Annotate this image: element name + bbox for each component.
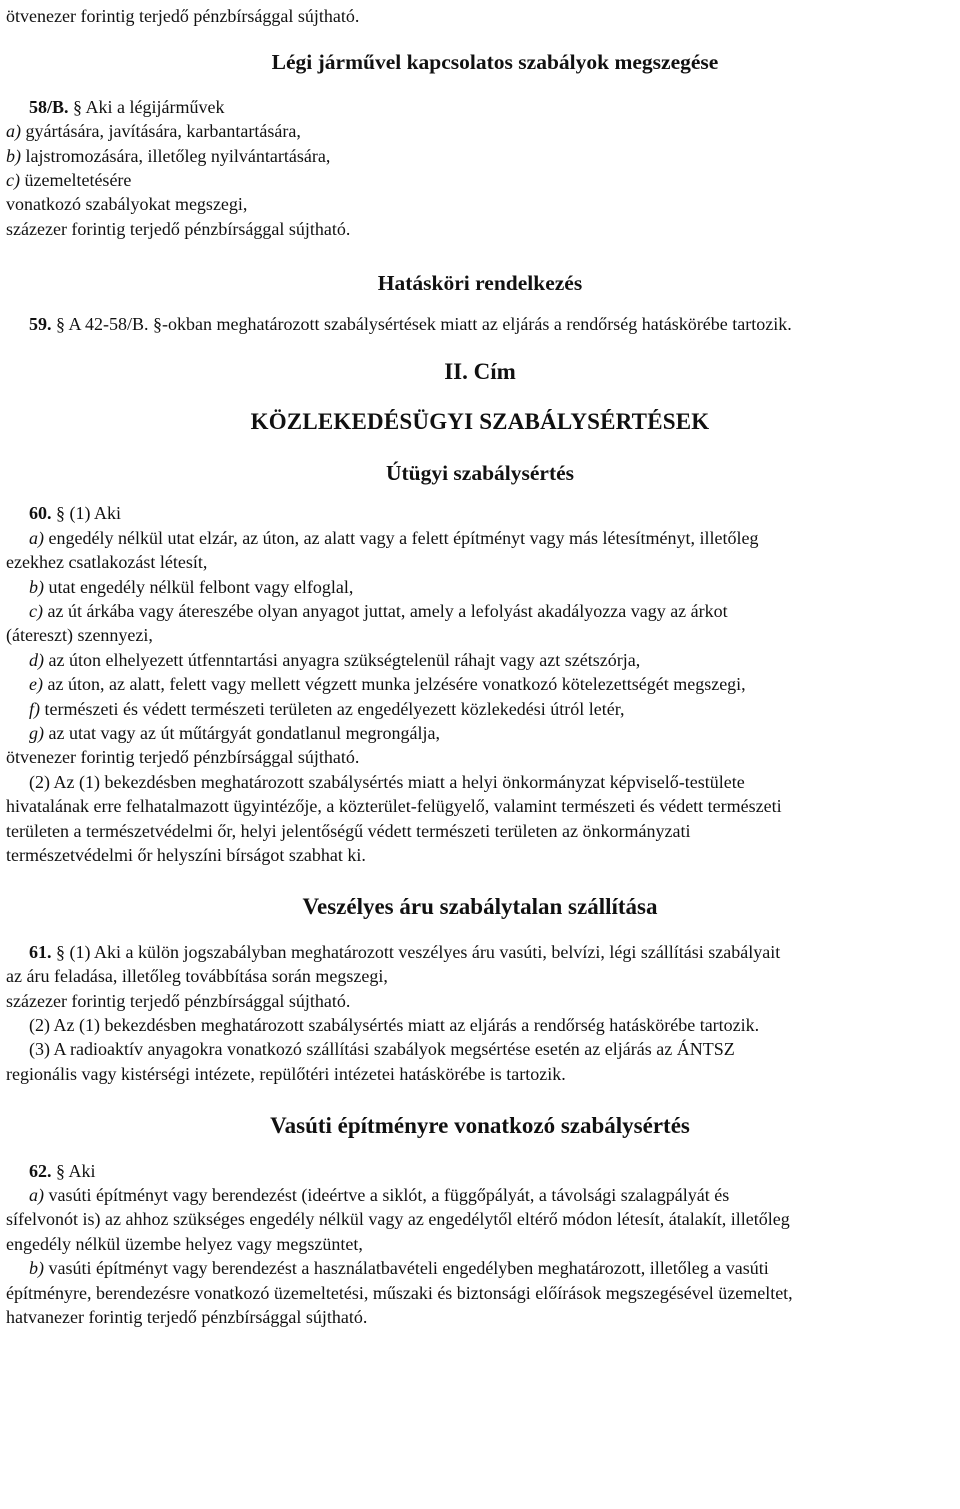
title-number: II. Cím [444,359,516,385]
list-item [6,526,954,550]
title-heading: KÖZLEKEDÉSÜGYI SZABÁLYSÉRTÉSEK [250,409,710,435]
list-letter: b) [6,145,21,166]
paragraph-59 [6,312,954,336]
list-item [6,697,954,721]
text-line: (3) A radioaktív anyagokra vonatkozó szállítási szabályok megsértése esetén az eljárás az ÁNTSZ [29,1039,735,1060]
text-line: (áteresz​t) szennyezi, [6,625,153,646]
list-letter: b) [29,1258,44,1279]
text-line: hatvanezer forintig terjedő pénzbírsággal sújtható. [6,1307,368,1328]
text-line: százezer forintig terjedő pénzbírsággal sújtható. [6,218,351,239]
text-line: vasúti építményt vagy berendezést a használatbavételi engedélyben meghatározott, illetőleg a vasúti [44,1258,769,1279]
text-line: vasúti építményt vagy berendezést (ideértve a siklót, a függőpályát, a távolsági szalagpályát és [44,1185,730,1206]
list-letter: g) [29,722,44,743]
section-number: 58/B. [29,96,69,117]
list-item [6,168,954,192]
paragraph-60 [6,501,954,525]
text-line: az úton, az alatt, felett vagy mellett végzett munka jelzésére vonatkozó kötelezettségét megszegi, [42,674,746,695]
text-line: § (1) Aki a külön jogszabályban meghatározott veszélyes áru vasúti, belvízi, légi szállítási szabályait [51,941,781,962]
text-line: § A 42-58/B. §-okban meghatározott szabálysértések miatt az eljárás a rendőrség hatáskörébe tartozik. [51,313,792,334]
list-item [6,119,954,143]
text-line: ötvenezer forintig terjedő pénzbírsággal sújtható. [6,747,360,768]
list-item [6,599,954,623]
text-line: hivatalának erre felhatalmazott ügyintézője, a közterület-felügyelő, valamint természeti és védett természeti [6,796,782,817]
text-line: § Aki a légijárművek [73,96,225,117]
text-line: § (1) Aki [51,503,121,524]
text-line: ötvenezer forintig terjedő pénzbírsággal sújtható. [6,6,360,26]
list-letter: d) [29,649,44,670]
list-item [6,1183,954,1207]
list-letter: c) [6,170,20,191]
list-item [6,144,954,168]
section-heading-utugyi: Útügyi szabálysértés [385,460,575,485]
text-line: természeti és védett természeti területen az engedélyezett közlekedési útról letér, [40,698,625,719]
text-line: engedély nélkül üzembe helyez vagy megszüntet, [6,1233,363,1254]
section-heading-veszelyes: Veszélyes áru szabálytalan szállítása [302,894,658,920]
text-line: vonatkozó szabályokat megszegi, [6,194,248,215]
list-letter: a) [6,121,21,142]
paragraph-58b [6,95,954,119]
text-line: az áru feladása, illetőleg továbbítása során megszegi, [6,966,388,987]
text-line: (2) Az (1) bekezdésben meghatározott szabálysértés miatt az eljárás a rendőrség hatáskörébe tartozik. [29,1015,760,1035]
list-letter: b) [29,576,44,597]
text-line: sífelvonót is) az ahhoz szükséges engedély nélkül vagy az engedélytől eltérő módon létesít, átalakít, illetőleg [6,1209,790,1230]
text-line: regionális vagy kistérségi intézete, repülőtéri intézetei hatáskörébe is tartozik. [6,1063,566,1084]
text-line: százezer forintig terjedő pénzbírsággal sújtható. [6,990,351,1011]
document-page [6,4,954,1329]
section-number: 60. [29,503,52,524]
text-line: (2) Az (1) bekezdésben meghatározott szabálysértés miatt a helyi önkormányzat képviselő-testülete [29,771,745,792]
text-line: § Aki [51,1160,96,1181]
paragraph-61 [6,940,954,964]
section-number: 61. [29,941,52,962]
text-line: gyártására, javítására, karbantartására, [21,121,301,142]
text-line: természetvédelmi őr helyszíni bírságot szabhat ki. [6,844,366,865]
section-heading-legi: Légi járművel kapcsolatos szabályok megszegése [271,50,719,75]
text-line: üzemeltetésére [19,170,132,191]
text-line: építményre, berendezésre vonatkozó üzemeltetési, műszaki és biztonsági előírások megszegésével üzemeltet, [6,1282,793,1303]
section-heading-hataskori: Hatásköri rendelkezés [377,271,583,296]
section-number: 59. [29,313,52,334]
text-line: területen a természetvédelmi őr, helyi jelentőségű védett természeti területen az önkormányzati [6,820,691,841]
text-line: ezekhez csatlakozást létesít, [6,552,208,573]
text-line: engedély nélkül utat elzár, az úton, az alatt vagy a felett építményt vagy más létesítményt, illetőleg [44,527,759,548]
list-letter: a) [29,1185,44,1206]
list-letter: e) [29,674,43,695]
paragraph-62 [6,1159,954,1183]
text-line: lajstromozására, illetőleg nyilvántartására, [21,145,331,166]
list-item [6,1256,954,1280]
list-letter: f) [29,698,40,719]
list-item [6,721,954,745]
list-item [6,648,954,672]
list-letter: a) [29,527,44,548]
text-line: az utat vagy az út műtárgyát gondatlanul megrongálja, [44,722,441,743]
list-letter: c) [29,600,43,621]
text-line: az úton elhelyezett útfenntartási anyagra szükségtelenül ráhajt vagy azt szétszórja, [44,649,641,670]
text-line: az út árkába vagy áteresz​ébe olyan anyagot juttat, amely a lefolyást akadályozza vagy az árkot [42,600,728,621]
section-heading-vasuti: Vasúti építményre vonatkozó szabálysértés [270,1113,690,1139]
text-line: utat engedély nélkül felbont vagy elfoglal, [44,576,354,597]
section-number: 62. [29,1160,52,1181]
list-item [6,672,954,696]
list-item [6,575,954,599]
